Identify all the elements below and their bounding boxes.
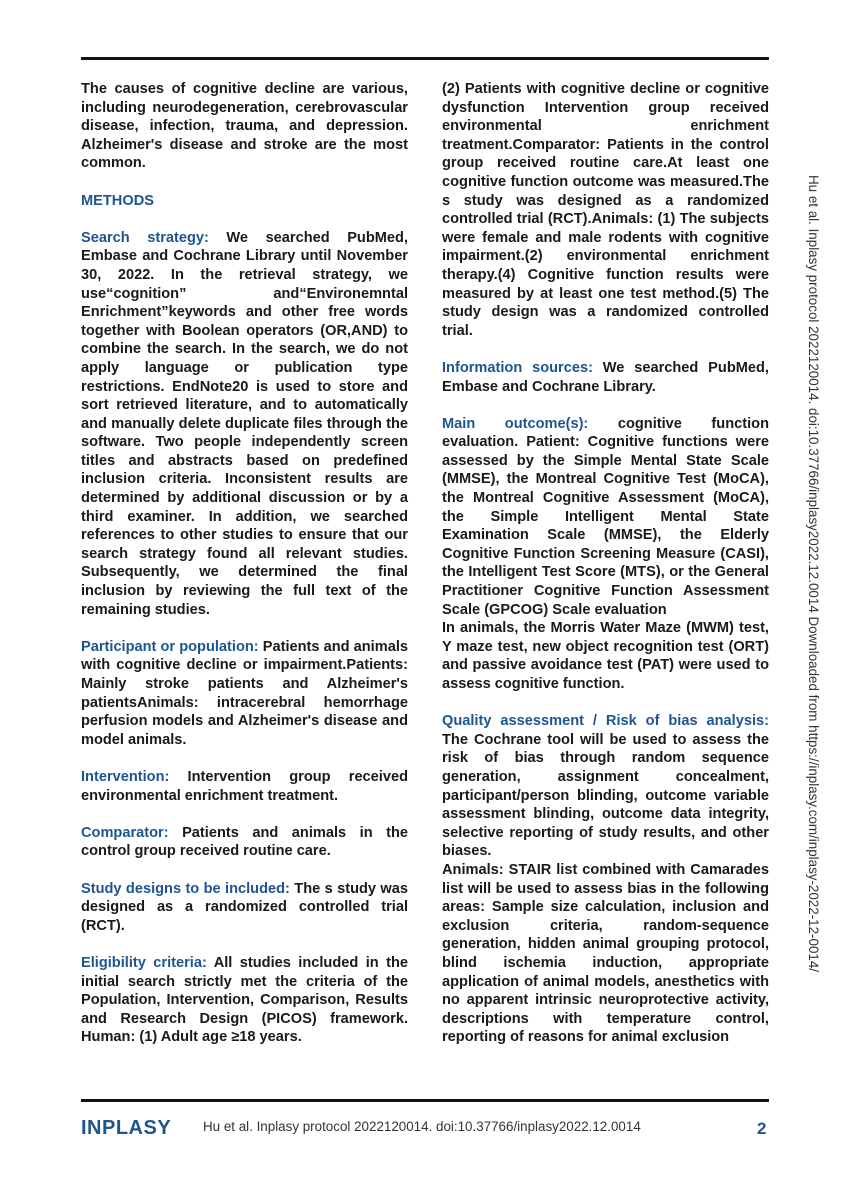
quality-paragraph (442, 712, 769, 861)
page-number: 2 (757, 1119, 767, 1138)
vertical-download-notice: Hu et al. Inplasy protocol 2022120014. doi:10.37766/inplasy2022.12.0014 Downloaded from https://inplasy.com/inplasy-2022-12-0014/ (806, 175, 821, 973)
intervention-text: Intervention group received environmental enrichment treatment. (81, 768, 408, 804)
eligibility-continued-paragraph: (2) Patients with cognitive decline or cognitive dysfunction Intervention group received environmental enrichment treatment.Comparator: Patients in the control group received routine care.At least one cognitive function outcome was measured.The s study was designed as a randomized controlled trial (RCT).Animals: (1) The subjects were female and male rodents with cognitive impairment.(2) environmental enrichment therapy.(4) Cognitive function results were measured by at least one test method.(5) The study design was a randomized controlled trial. (442, 81, 769, 339)
comparator-text: Patients and animals in the control group received routine care. (81, 824, 408, 860)
right-column (442, 80, 769, 1047)
quality-label: Quality assessment / Risk of bias analysis: (442, 713, 769, 730)
comparator-paragraph (81, 824, 408, 861)
animals-outcomes-paragraph: In animals, the Morris Water Maze (MWM) test, Y maze test, new object recognition test (ORT) and passive avoidance test (PAT) were used to assess cognitive function. (442, 620, 769, 692)
participant-text: Patients and animals with cognitive decline or impairment.Patients: Mainly stroke patients and Alzheimer's patientsAnimals: intracerebral hemorrhage perfusion models and Alzheimer's disease and model animals. (81, 638, 408, 748)
quality-text: The Cochrane tool will be used to assess the risk of bias through random sequence generation, assignment concealment, participant/person blinding, outcome variable assessment blinding, outcome data integrity, selective reporting of study results, and other biases. (442, 731, 769, 860)
participant-label: Participant or population: (81, 638, 259, 655)
search-strategy-text: We searched PubMed, Embase and Cochrane Library until November 30, 2022. In the retrieval strategy, we use“cognition” and“Environemntal Enrichment”keywords and other free words together with Boolean operators (OR,AND) to combine the search. In the search, we do not apply language or publication type restrictions. EndNote20 is used to store and sort retrieved literature, and to automatically and manually delete duplicate files through the software. Two people independently screen titles and abstracts based on predefined inclusion criteria. Inconsistent results are determined by additional discussion or by a third examiner. In addition, we searched references to other studies to ensure that our search strategy found all relevant studies. Subsequently, we determined the final inclusion by reviewing the full text of the remaining studies. (81, 229, 408, 618)
inplasy-logo: INPLASY (81, 1117, 172, 1139)
footer-citation: Hu et al. Inplasy protocol 2022120014. doi:10.37766/inplasy2022.12.0014 (203, 1119, 641, 1134)
animals-bias-paragraph: Animals: STAIR list combined with Camarades list will be used to assess bias in the following areas: Sample size calculation, inclusion and exclusion criteria, random-sequence generation, hidden animal grouping protocol, blind ischemia induction, appropriate application of animal models, anesthetics with no apparent intrinsic neuroprotective activity, descriptions with temperature control, reporting of reasons for animal exclusion (442, 861, 769, 1046)
main-outcomes-text: cognitive function evaluation. Patient: Cognitive functions were assessed by the Simple Mental State Scale (MMSE), the Montreal Cognitive Test (MoCA), the Montreal Cognitive Assessment (MoCA), the Simple Intelligent Mental State Examination Scale (MMSE), the Elderly Cognitive Function Screening Measure (CASI), the Intelligent Test Score (MTS), or the General Practitioner Cognitive Function Assessment Scale (GPCOG) Scale evaluation (442, 415, 769, 618)
top-rule (81, 57, 769, 60)
study-designs-text: The s study was designed as a randomized controlled trial (RCT). (81, 880, 408, 934)
eligibility-text: All studies included in the initial search strictly met the criteria of the Population, Intervention, Comparison, Results and Research Design (PICOS) framework. Human: (1) Adult age ≥18 years. (81, 954, 408, 1046)
intro-paragraph: The causes of cognitive decline are various, including neurodegeneration, cerebrovascular disease, infection, trauma, and depression. Alzheimer's disease and stroke are the most common. (81, 81, 408, 172)
eligibility-label: Eligibility criteria: (81, 954, 207, 971)
eligibility-paragraph (81, 954, 408, 1047)
left-column (81, 80, 408, 1047)
study-designs-paragraph (81, 880, 408, 936)
participant-paragraph (81, 638, 408, 750)
main-outcomes-label: Main outcome(s): (442, 415, 589, 432)
study-designs-label: Study designs to be included: (81, 880, 290, 897)
comparator-label: Comparator: (81, 824, 169, 841)
information-sources-label: Information sources: (442, 359, 593, 376)
search-strategy-label: Search strategy: (81, 229, 209, 246)
intervention-label: Intervention: (81, 768, 170, 785)
information-sources-text: We searched PubMed, Embase and Cochrane Library. (442, 359, 769, 395)
methods-heading: METHODS (81, 192, 154, 209)
bottom-rule (81, 1099, 769, 1102)
main-outcomes-paragraph (442, 415, 769, 620)
intervention-paragraph (81, 768, 408, 805)
information-sources-paragraph (442, 359, 769, 396)
search-strategy-paragraph (81, 229, 408, 619)
